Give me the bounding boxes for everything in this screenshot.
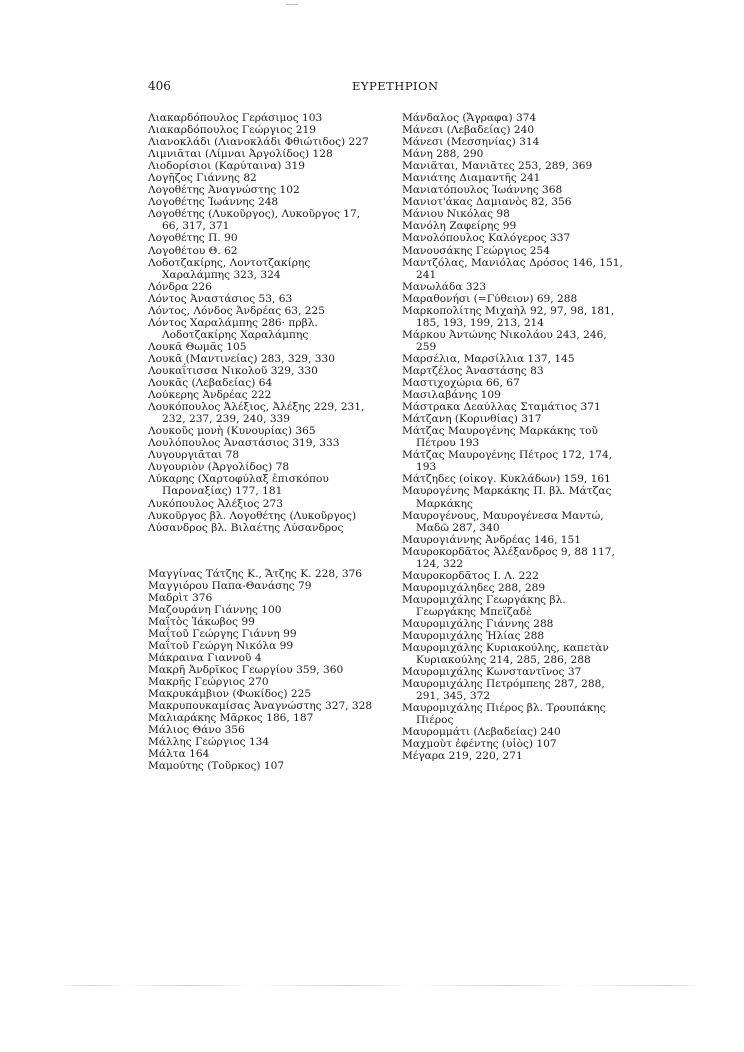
index-entry: Μαΐτοῦ Γεώργης Γιάννη 99 [148,627,297,640]
index-column-right [402,112,627,763]
index-entry: Λόνδρα 226 [148,280,212,293]
index-entry: Μάλιος Θάνο 356 [148,724,245,737]
index-entry: Μανιοτ'άκας Δαμιανὸς 82, 356 [402,196,572,209]
index-entry: Λυκόπουλος Ἀλέξιος 273 [148,497,284,510]
index-entry: Λουκᾶ Θωμᾶς 105 [148,340,247,353]
index-entry: Λογοθέτου Θ. 62 [148,244,238,257]
index-entry: Λουλόπουλος Ἀναστάσιος 319, 333 [148,437,340,450]
index-entry: Μανουσάκης Γεώργιος 254 [402,244,551,257]
index-entry: Μαυρομιχάλης Κωνσταντῖνος 37 [402,666,582,679]
index-entry: Λοδοτζακίρης, Λοντοτζακίρης Χαραλάμπης 323, 324 [148,256,311,281]
page-title: ΕΥΡΕΤΗΡΙΟΝ [352,79,439,93]
index-entry: Λιοδορίσιοι (Καρύταινα) 319 [148,160,305,173]
index-entry: Μαμούτης (Τοῦρκος) 107 [148,760,285,773]
index-entry: Μάτζανη (Κορινθίας) 317 [402,413,542,426]
index-entry: Λύσανδρος βλ. Βιλαέτης Λύσανδρος [148,521,344,534]
index-entry: Μανιᾶται, Μανιᾶτες 253, 289, 369 [402,160,593,173]
index-entry: Μαστιχοχώρια 66, 67 [402,377,520,390]
index-entry: Μάτζας Μαυρογένης Μαρκάκης τοῦ Πέτρου 193 [402,425,598,450]
index-entry: Μανιάτης Διαμαντῆς 241 [402,172,541,185]
index-group-lambda [148,112,373,534]
index-entry: Λουκᾶ (Μαντινείας) 283, 329, 330 [148,352,335,365]
index-entry: Μαρτζέλος Ἀναστάσης 83 [402,364,544,377]
index-entry: Μαυρογένης Μαρκάκης Π. βλ. Μάτζας Μαρκάκης [402,485,612,510]
index-entry: Λογῆζος Γιάννης 82 [148,172,257,185]
index-entry: Μακρῆς Γεώργιος 270 [148,676,269,689]
index-entry: Μανιατόπουλος Ἰωάννης 368 [402,184,563,197]
index-group-mu [148,568,373,773]
index-entry: Μάνη 288, 290 [402,148,484,161]
index-entry: Μάλτα 164 [148,748,210,761]
index-entry: Λογοθέτης Ἀναγνώστης 102 [148,184,300,197]
index-entry: Μακρυπουκαμίσας Ἀναγνώστης 327, 328 [148,700,373,713]
index-entry: Μαγγιόρου Παπα-Θανάσης 79 [148,579,312,592]
index-entry: Λουκόπουλος Ἀλέξιος, Ἀλέξης 229, 231, 232, 237, 239, 240, 339 [148,401,365,426]
index-entry: Μάνεσι (Λεβαδείας) 240 [402,124,535,137]
index-entry: Μέγαρα 219, 220, 271 [402,750,523,763]
index-entry: Μασιλαβάνης 109 [402,389,501,402]
index-entry: Μαυρομιχάλης Ἠλίας 288 [402,630,545,643]
index-entry: Μάστρακα Δεαύλλας Σταμάτιος 371 [402,401,601,414]
index-entry: Μαδρὶτ 376 [148,591,213,604]
index-entry: Μαυροκορδᾶτος Ἀλέξανδρος 9, 88 117, 124, 322 [402,545,615,570]
index-entry: Λύκαρης (Χαρτοφύλαξ ἐπισκόπου Παροναξίας) 177, 181 [148,473,329,498]
index-entry: Λυκοῦργος βλ. Λογοθέτης (Λυκοῦργος) [148,509,357,522]
index-entry: Μανολόπουλος Καλόγερος 337 [402,232,571,245]
index-entry: Μαυρομμάτι (Λεβαδείας) 240 [402,726,561,739]
index-entry: Λιμνιᾶται (Λίμναι Ἀργολίδος) 128 [148,148,333,161]
index-group-mu-continued [402,112,627,763]
index-entry: Λογοθέτης Ἰωάννης 248 [148,196,279,209]
index-entry: Μάκραινα Γιαννοῦ 4 [148,651,262,664]
index-column-left [148,112,373,772]
index-entry: Λόντος Ἀναστάσιος 53, 63 [148,292,293,305]
page-number: 406 [148,79,171,93]
index-entry: Μαυρομιχάλης Πετρόμπεης 287, 288, 291, 345, 372 [402,678,605,703]
index-entry: Μαυρομιχάληδες 288, 289 [402,581,546,594]
index-entry: Μάνδαλος (Ἄγραφα) 374 [402,112,537,124]
index-entry: Μαυρομιχάλης Γιάννης 288 [402,617,554,630]
index-entry: Μαλιαράκης Μᾶρκος 186, 187 [148,712,314,725]
index-entry: Μαχμοὺτ ἐφέντης (υἱὸς) 107 [402,738,557,751]
index-entry: Λουκαΐτισσα Νικολοῦ 329, 330 [148,364,318,377]
index-entry: Μάτζηδες (οἰκογ. Κυκλάδων) 159, 161 [402,473,611,486]
index-entry: Μακρυκάμβιον (Φωκίδος) 225 [148,688,312,701]
index-entry: Μαυρομιχάλης Πιέρος βλ. Τρουπάκης Πιέρος [402,702,606,727]
index-entry: Μαγγίνας Τάτζης Κ., Ἄτζης Κ. 228, 376 [148,567,363,580]
index-entry: Λυγουργιᾶται 78 [148,449,240,462]
index-entry: Μαΐτὸς Ἰάκωβος 99 [148,615,255,628]
index-entry: Μαΐτοῦ Γεώργη Νικόλα 99 [148,639,294,652]
index-entry: Λουκᾶς (Λεβαδείας) 64 [148,377,273,390]
index-entry: Μαυρογένους, Μαυρογένεσα Μαντώ, Μαδῶ 287, 340 [402,509,604,534]
index-entry: Λιακαρδόπουλος Γεράσιμος 103 [148,112,323,124]
index-entry: Μάρκου Ἀντώνης Νικολάου 243, 246, 259 [402,328,607,353]
index-entry: Μαυρομιχάλης Γεωργάκης βλ. Γεωργάκης Μπεϊζαδὲ [402,593,566,618]
index-entry: Μάνεσι (Μεσσηνίας) 314 [402,136,540,149]
index-entry: Μαυρογιάννης Ἀνδρέας 146, 151 [402,533,582,546]
index-entry: Μάτζας Μαυρογένης Πέτρος 172, 174, 193 [402,449,613,474]
index-entry: Μαζουράνη Γιάννης 100 [148,603,282,616]
index-entry: Λογοθέτης (Λυκοῦργος), Λυκοῦργος 17, 66, 317, 371 [148,208,361,233]
index-entry: Λιανοκλάδι (Λιανοκλάδι Φθιώτιδος) 227 [148,136,369,149]
index-entry: Λούκερης Ἀνδρέας 222 [148,389,272,402]
index-entry: Λογοθέτης Π. 90 [148,232,238,245]
index-entry: Μαραθονήσι (=Γύθειον) 69, 288 [402,292,578,305]
index-entry: Μαυρομιχάλης Κυριακούλης, καπετὰν Κυριακούλης 214, 285, 286, 288 [402,642,609,667]
index-entry: Μαρσέλια, Μαρσίλλια 137, 145 [402,352,575,365]
index-entry: Μαυροκορδᾶτος Ι. Λ. 222 [402,569,539,582]
index-entry: Μανωλάδα 323 [402,280,487,293]
index-entry: Λυγουριὸν (Ἀργολίδος) 78 [148,461,290,474]
index-entry: Μαντζόλας, Μανιόλας Δρόσος 146, 151, 241 [402,256,623,281]
index-entry: Μακρῆ Ἀνδρῖκος Γεωργίου 359, 360 [148,664,344,677]
index-entry: Λιακαρδόπουλος Γεώργιος 219 [148,124,316,137]
scan-artifact-bottom [60,985,700,986]
index-entry: Μαρκοπολίτης Μιχαὴλ 92, 97, 98, 181, 185, 193, 199, 213, 214 [402,304,615,329]
index-entry: Λόντος Χαραλάμπης 286· πρβλ. Λοδοτζακίρης Χαραλάμπης [148,316,318,341]
section-gap [148,534,373,568]
index-entry: Λουκοῦς μονὴ (Κυνουρίας) 365 [148,425,316,438]
index-entry: Μανόλη Ζαφείρης 99 [402,220,517,233]
index-entry: Μάλλης Γεώργιος 134 [148,736,270,749]
index-entry: Μάνιου Νικόλας 98 [402,208,510,221]
scan-artifact-top [286,4,298,5]
index-entry: Λόντος, Λόνδος Ἀνδρέας 63, 225 [148,304,325,317]
